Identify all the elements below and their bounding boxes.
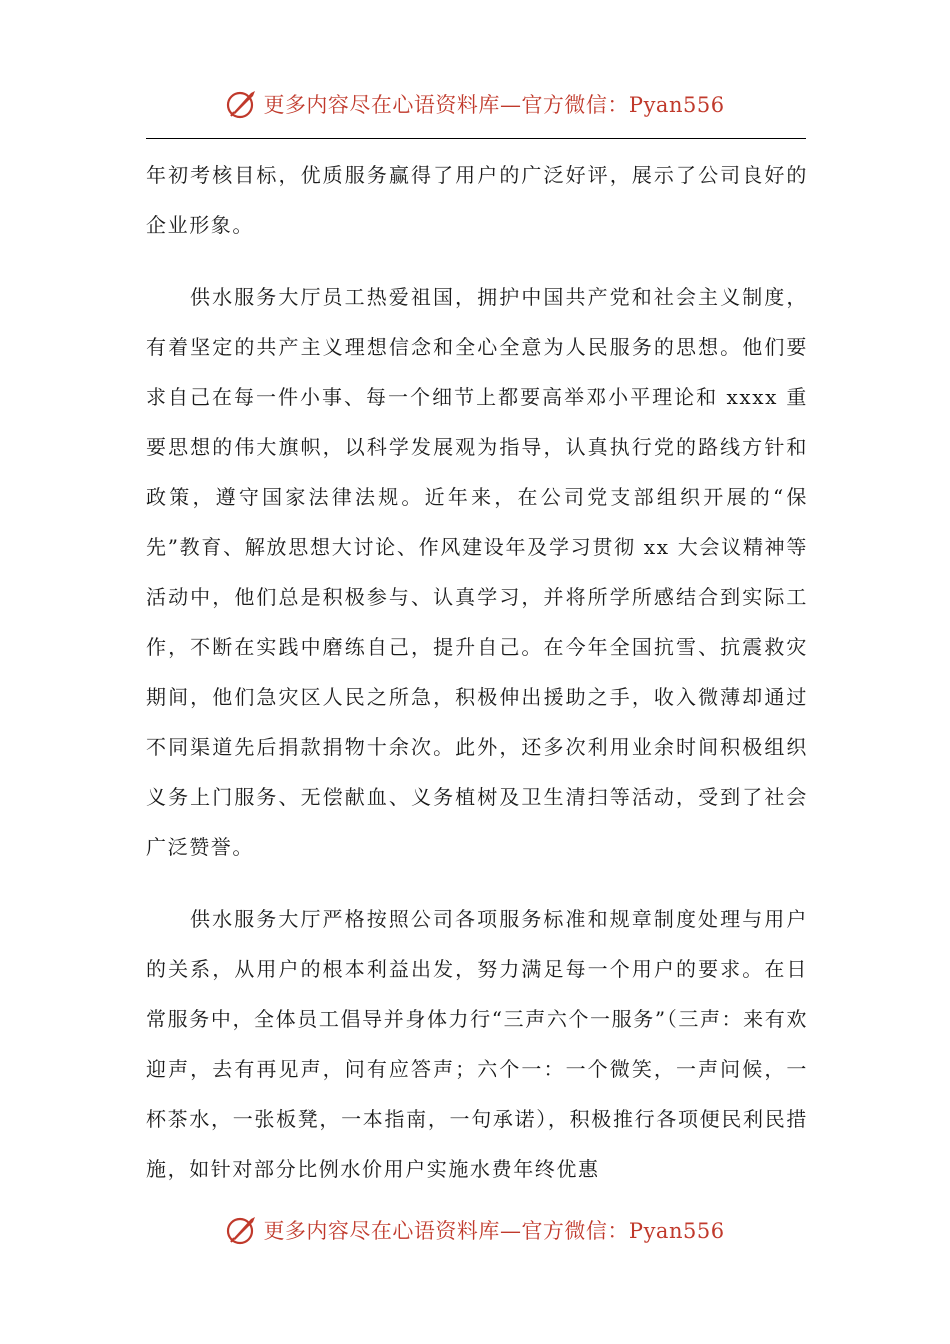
header-brand: 更多内容尽在心语资料库 [263,93,500,117]
paragraph-2: 供水服务大厅员工热爱祖国，拥护中国共产党和社会主义制度，有着坚定的共产主义理想信念和全心全意为人民服务的思想。他们要求自己在每一件小事、每一个细节上都要高举邓小平理论和 xxxx 重要思想的伟大旗帜，以科学发展观为指导，认真执行党的路线方针和政策，遵守国家法律法规。近年来，在公司党支部组织开展的“保先”教育、解放思想大讨论、作风建设年及学习贯彻 xx 大会议精神等活动中，他们总是积极参与、认真学习，并将所学所感结合到实际工作，不断在实践中磨练自己，提升自己。在今年全国抗雪、抗震救灾期间，他们急灾区人民之所急，积极伸出援助之手，收入微薄却通过不同渠道先后捐款捐物十余次。此外，还多次利用业余时间积极组织义务上门服务、无偿献血、义务植树及卫生清扫等活动，受到了社会广泛赞誉。 [146,285,808,859]
footer-banner [0,1210,950,1250]
footer-separator: — [499,1219,522,1243]
header-banner [0,84,950,124]
header-text [263,89,724,119]
paragraph-3: 供水服务大厅严格按照公司各项服务标准和规章制度处理与用户的关系，从用户的根本利益出发，努力满足每一个用户的要求。在日常服务中，全体员工倡导并身体力行“三声六个一服务”（三声：来有欢迎声，去有再见声，问有应答声；六个一：一个微笑，一声问候，一杯茶水，一张板凳，一本指南，一句承诺），积极推行各项便民利民措施，如针对部分比例水价用户实施水费年终优惠 [146,907,808,1181]
header-separator: — [499,93,522,117]
paragraph-1: 年初考核目标，优质服务赢得了用户的广泛好评，展示了公司良好的企业形象。 [146,163,808,237]
quill-pen-logo-icon [225,87,259,121]
header-divider [146,138,806,139]
header-wechat: 官方微信：Pyan556 [521,93,725,117]
document-body [146,150,808,1194]
footer-text [263,1215,724,1245]
footer-wechat: 官方微信：Pyan556 [521,1219,725,1243]
quill-pen-logo-icon [225,1213,259,1247]
footer-brand: 更多内容尽在心语资料库 [263,1219,500,1243]
